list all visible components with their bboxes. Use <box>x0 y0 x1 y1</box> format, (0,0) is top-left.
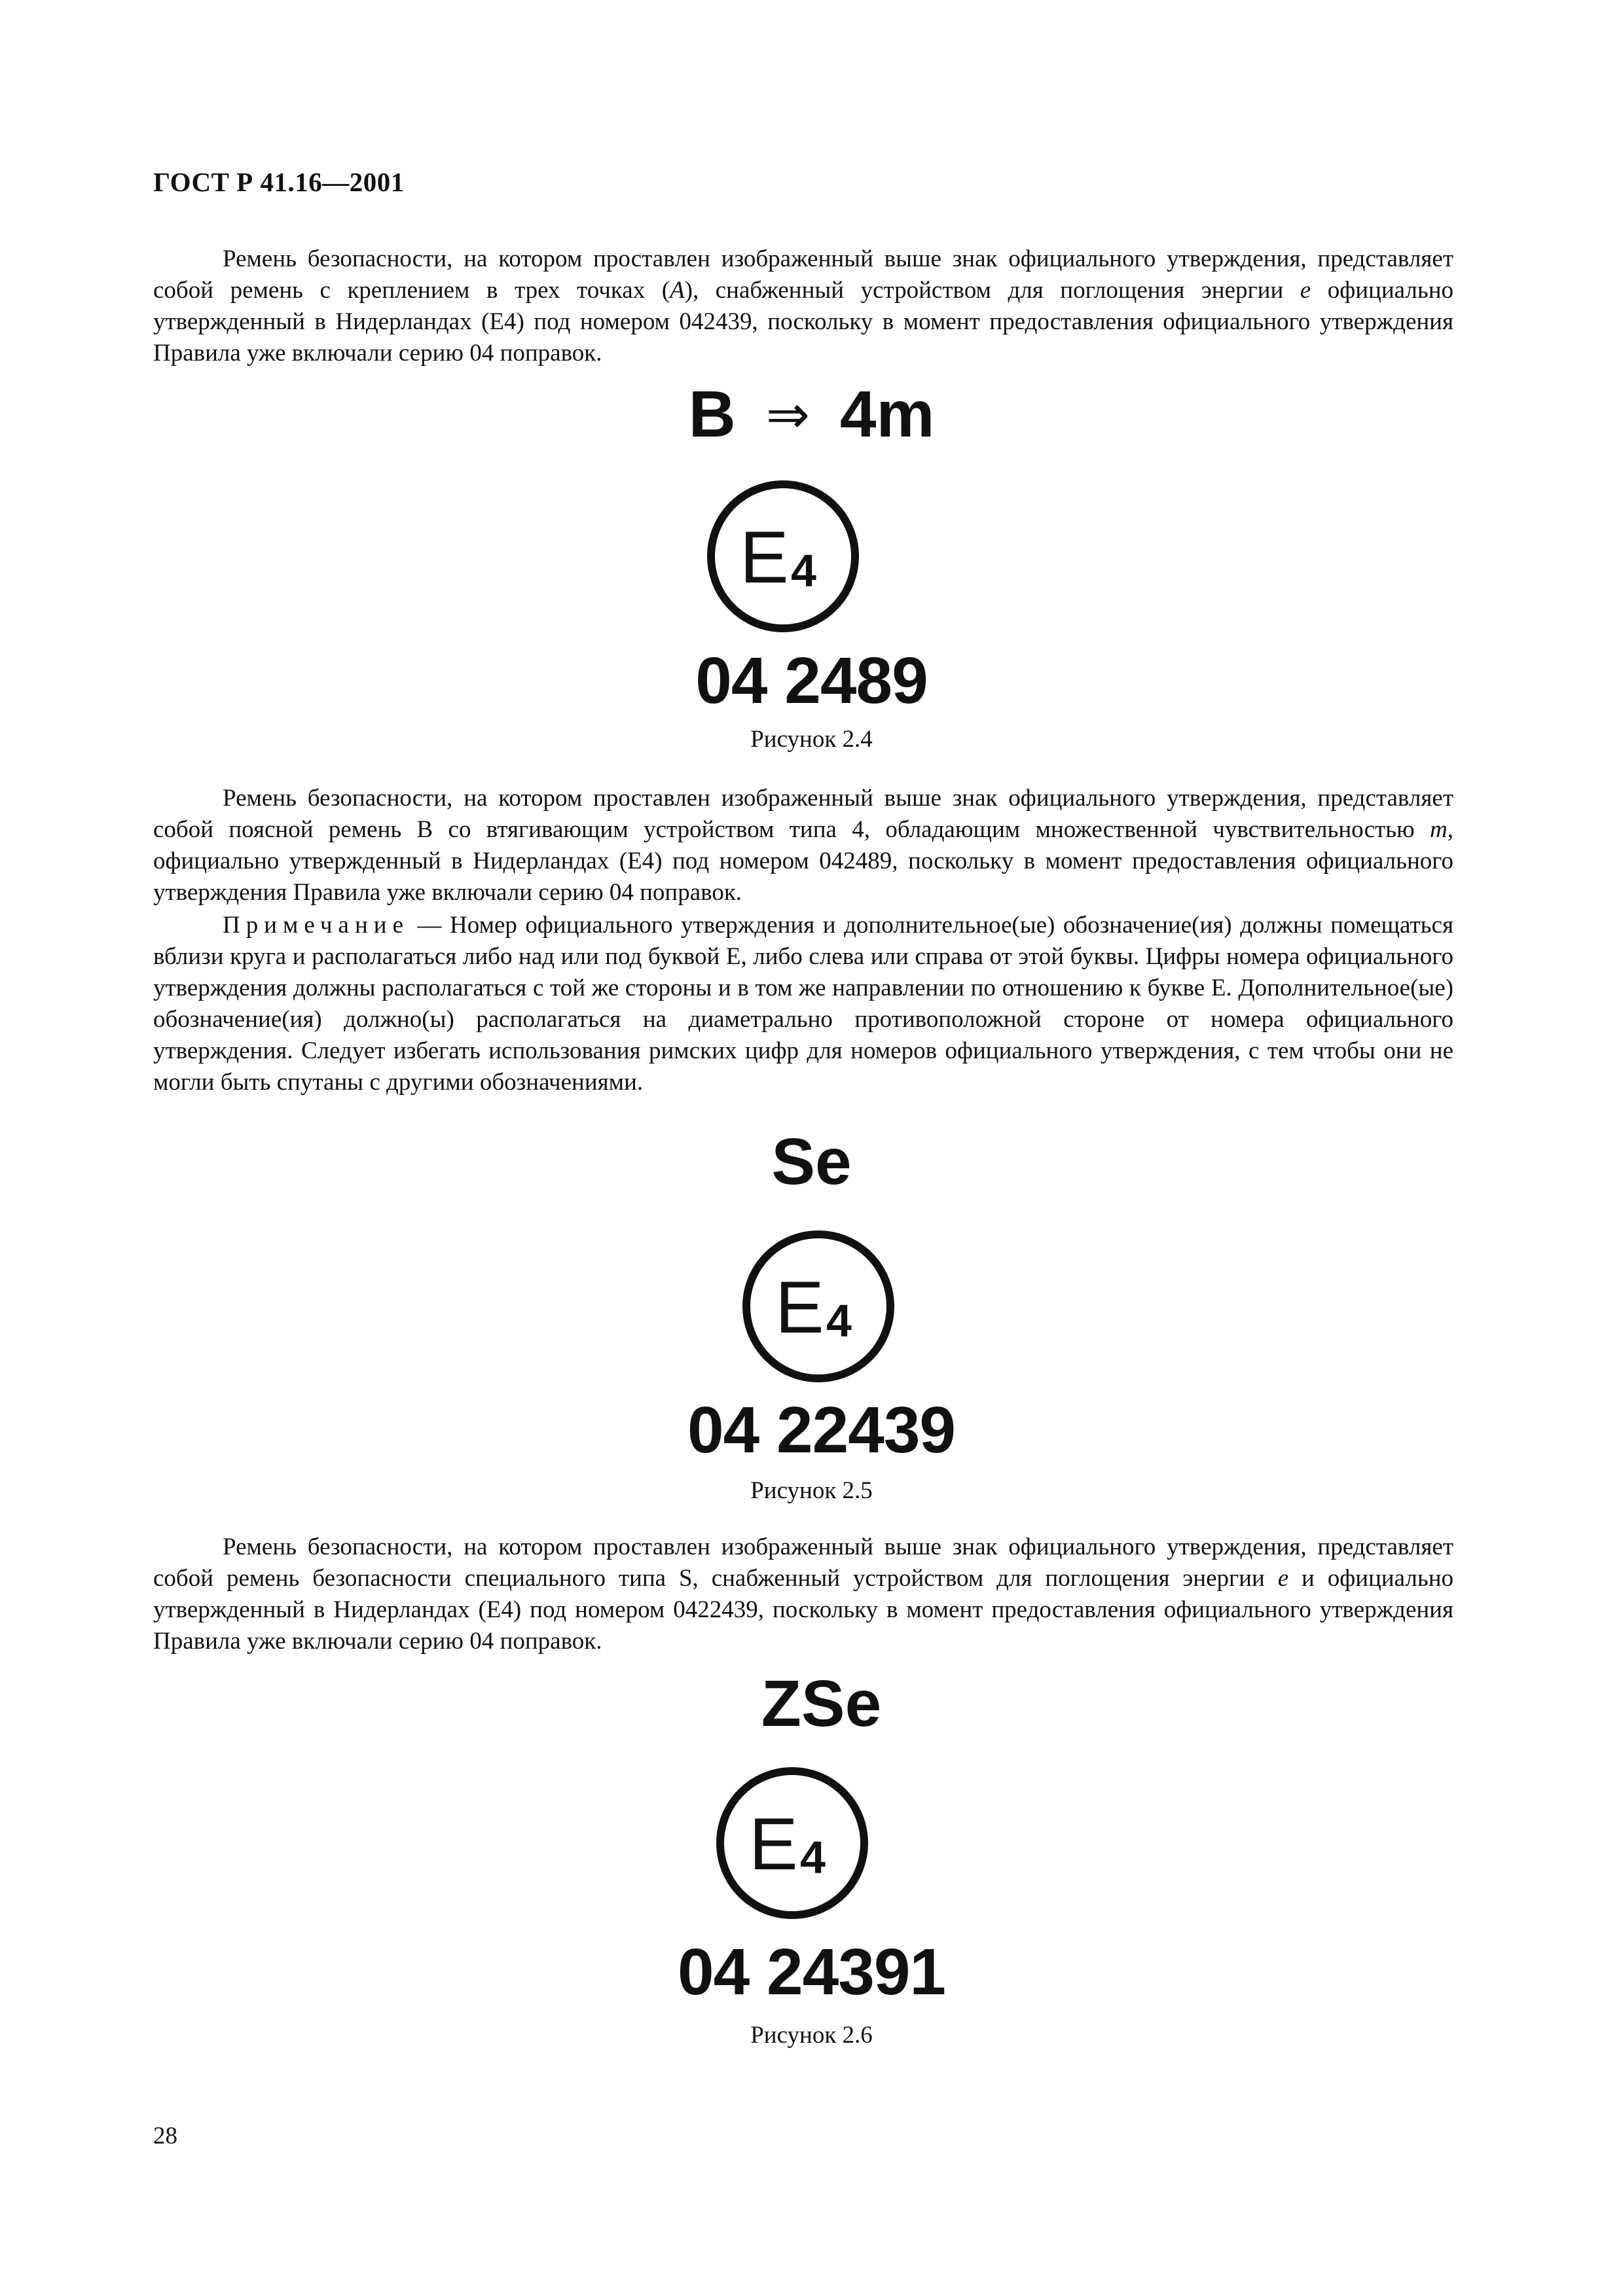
fig26-e-mark <box>714 1765 871 1922</box>
paragraph-1-text-c: официально утвержденный в Нидерландах (E4) под номером 042439, поскольку в момент предоставления официального утверждения Правила уже включали серию 04 поправок. <box>153 277 1454 367</box>
paragraph-1-italic-b: e <box>1300 277 1311 304</box>
note-label: Примечание <box>223 912 409 939</box>
fig24-belt-type: B <box>688 378 736 451</box>
paragraph-3-italic-a: e <box>1277 1565 1289 1592</box>
paragraph-2 <box>153 783 1453 908</box>
e-mark-circle-icon <box>714 1765 871 1922</box>
fig26-caption: Рисунок 2.6 <box>750 2022 873 2049</box>
fig24-e-letter: E <box>740 516 789 598</box>
fig25-e-mark <box>740 1228 897 1385</box>
fig24-caption: Рисунок 2.4 <box>750 726 873 753</box>
note-paragraph <box>153 910 1453 1098</box>
fig26-approval-number: 04 24391 <box>677 1935 946 2009</box>
fig25-approval-number: 04 22439 <box>687 1393 956 1467</box>
paragraph-2-italic-a: m <box>1430 816 1448 843</box>
fig26-marking-top: ZSe <box>761 1667 882 1740</box>
fig25-country-code: 4 <box>826 1295 852 1346</box>
fig24-retractor-type: 4m <box>839 378 935 451</box>
paragraph-3-text-b: и официально утвержденный в Нидерландах (E4) под номером 0422439, поскольку в момент предоставления официального утверждения Правила уже включали серию 04 поправок. <box>153 1565 1453 1655</box>
note-text: — Номер официального утверждения и дополнительное(ые) обозначение(ия) должны помещаться вблизи круга и располагаться либо над или под буквой E, либо слева или справа от этой буквы. Цифры номера официального утверждения должны располагаться с той же стороны и в том же направлении по отношению к букве E. Дополнительное(ые) обозначение(ия) должно(ы) располагаться на диаметрально противоположной стороне от номера официального утверждения. Следует избегать использования римских цифр для номеров официального утверждения, с тем чтобы они не могли быть спутаны с другими обозначениями. <box>153 912 1453 1096</box>
fig26-country-code: 4 <box>800 1832 826 1883</box>
page-number: 28 <box>153 2123 177 2149</box>
fig24-e-mark <box>704 478 862 635</box>
paragraph-3 <box>153 1532 1453 1657</box>
paragraph-2-text-a: Ремень безопасности, на котором проставлен изображенный выше знак официального утверждения, представляет собой поясной ремень B со втягивающим устройством типа 4, обладающим множественной чувствительностью <box>153 785 1453 843</box>
paragraph-2-text-b: , официально утвержденный в Нидерландах (E4) под номером 042489, поскольку в момент предоставления официального утверждения Правила уже включали серию 04 поправок. <box>153 816 1453 906</box>
paragraph-1-text-a: Ремень безопасности, на котором проставлен изображенный выше знак официального утверждения, представляет собой ремень с креплением в трех точках ( <box>153 245 1453 304</box>
fig24-marking-top <box>0 378 1623 451</box>
fig25-caption: Рисунок 2.5 <box>750 1477 873 1504</box>
paragraph-1-text-b: ), снабженный устройством для поглощения энергии <box>684 277 1300 304</box>
fig24-approval-number: 04 2489 <box>695 644 928 717</box>
e-mark-circle-icon <box>704 478 862 635</box>
paragraph-1-italic-a: A <box>670 277 685 304</box>
fig25-marking-top: Se <box>771 1125 852 1198</box>
document-header: ГОСТ Р 41.16—2001 <box>153 167 405 197</box>
paragraph-1 <box>153 243 1453 369</box>
paragraph-3-text-a: Ремень безопасности, на котором проставлен изображенный выше знак официального утверждения, представляет собой ремень безопасности специального типа S, снабженный устройством для поглощения энергии <box>153 1534 1453 1592</box>
arrow-icon: ⇒ <box>765 384 810 445</box>
fig25-e-letter: E <box>775 1266 824 1348</box>
fig26-e-letter: E <box>749 1803 798 1885</box>
e-mark-circle-icon <box>740 1228 897 1385</box>
fig24-country-code: 4 <box>791 545 816 596</box>
